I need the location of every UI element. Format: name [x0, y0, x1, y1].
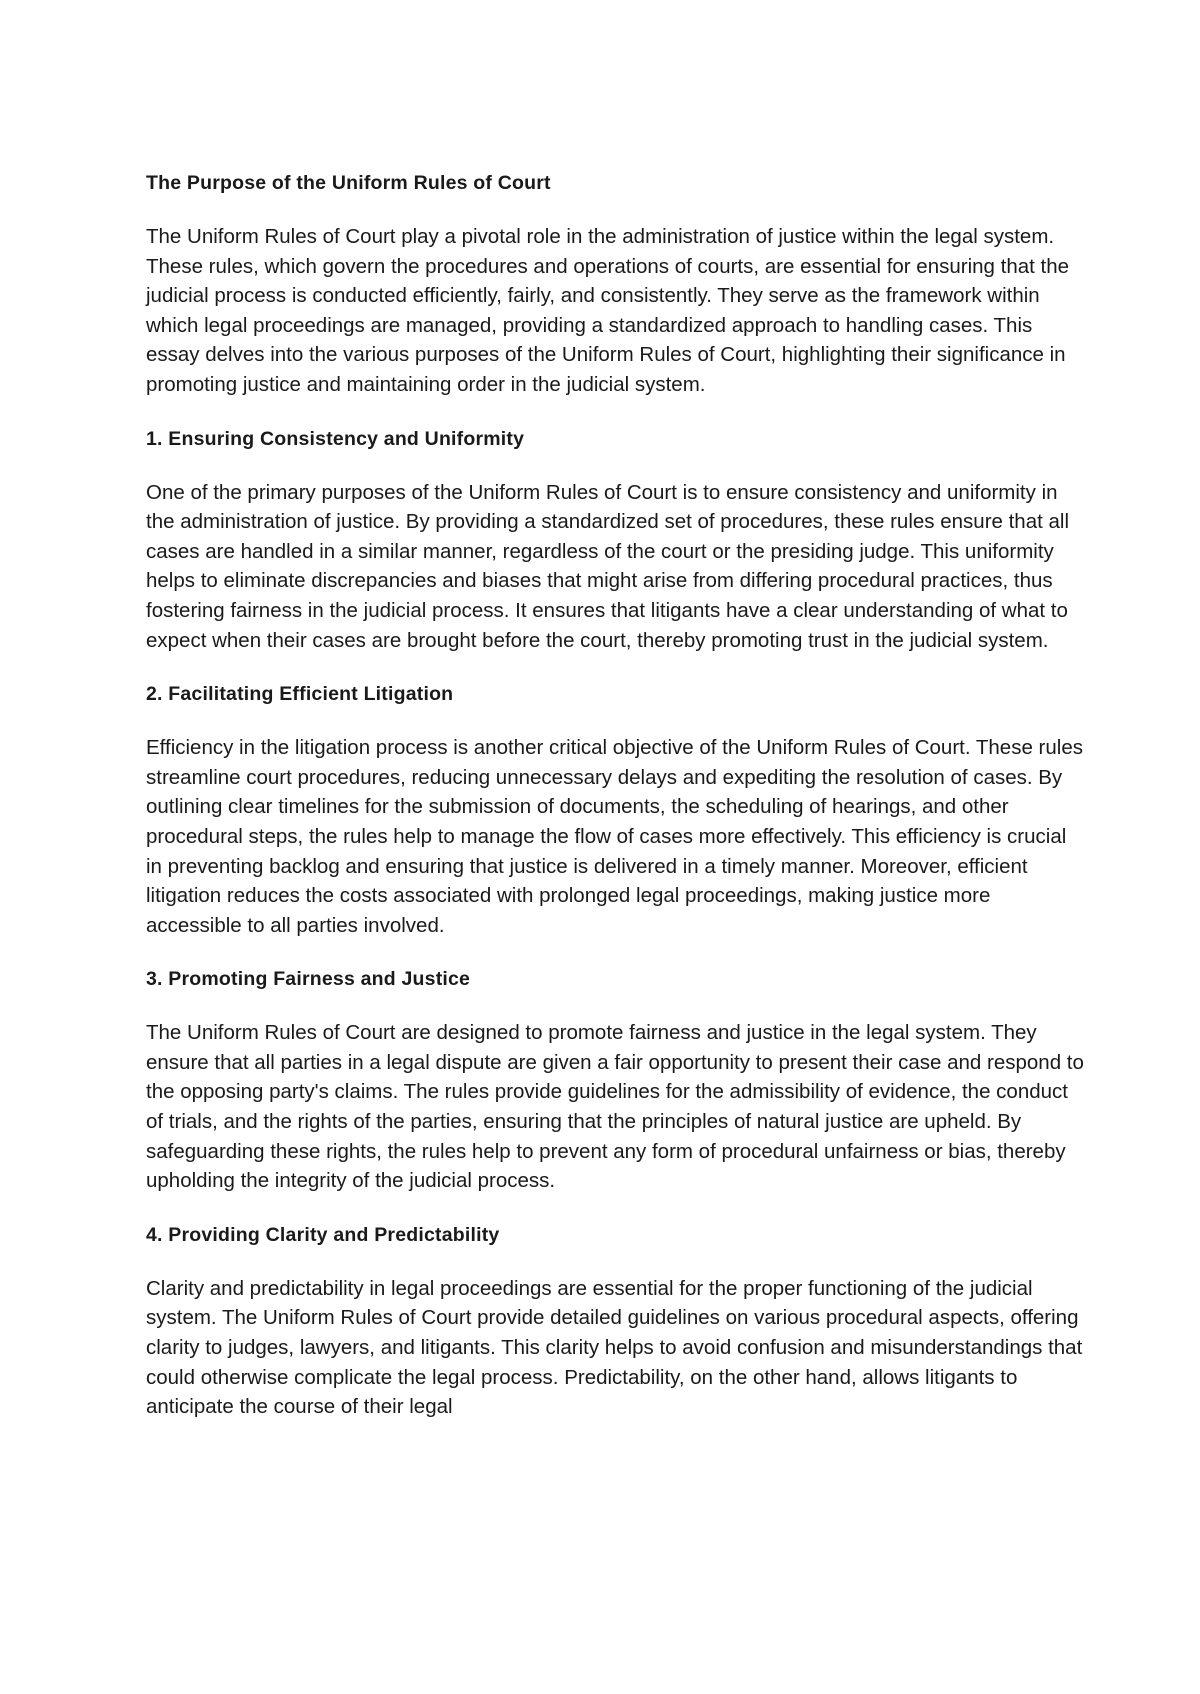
- intro-paragraph: The Uniform Rules of Court play a pivotal role in the administration of justice within the legal system. These rules, which govern the procedures and operations of courts, are essential for ensuring that the judicial process is conducted efficiently, fairly, and consistently. They serve as the framework within which legal proceedings are managed, providing a standardized approach to handling cases. This essay delves into the various purposes of the Uniform Rules of Court, highlighting their significance in promoting justice and maintaining order in the judicial system.: [146, 225, 1070, 396]
- section-body-efficiency: Efficiency in the litigation process is another critical objective of the Uniform Rules of Court. These rules streamline court procedures, reducing unnecessary delays and expediting the resolution of cases. By outlining clear timelines for the submission of documents, the scheduling of hearings, and other procedural steps, the rules help to manage the flow of cases more effectively. This efficiency is crucial in preventing backlog and ensuring that justice is delivered in a timely manner. Moreover, efficient litigation reduces the costs associated with prolonged legal proceedings, making justice more accessible to all parties involved.: [146, 736, 1083, 937]
- section-body-clarity: Clarity and predictability in legal proceedings are essential for the proper functioning of the judicial system. The Uniform Rules of Court provide detailed guidelines on various procedural aspects, offering clarity to judges, lawyers, and litigants. This clarity helps to avoid confusion and misunderstandings that could otherwise complicate the legal process. Predictability, on the other hand, allows litigants to anticipate the course of their legal: [146, 1276, 1083, 1419]
- section-body-fairness: The Uniform Rules of Court are designed to promote fairness and justice in the legal system. They ensure that all parties in a legal dispute are given a fair opportunity to present their case and respond to the opposing party's claims. The rules provide guidelines for the admissibility of evidence, the conduct of trials, and the rights of the parties, ensuring that the principles of natural justice are upheld. By safeguarding these rights, the rules help to prevent any form of procedural unfairness or bias, thereby upholding the integrity of the judicial process.: [146, 1021, 1084, 1193]
- section-heading-clarity: 4. Providing Clarity and Predictability: [146, 1223, 500, 1246]
- section-body-consistency: One of the primary purposes of the Uniform Rules of Court is to ensure consistency and uniformity in the administration of justice. By providing a standardized set of procedures, these rules ensure that all cases are handled in a similar manner, regardless of the court or the presiding judge. This uniformity helps to eliminate discrepancies and biases that might arise from differing procedural practices, thus fostering fairness in the judicial process. It ensures that litigants have a clear understanding of what to expect when their cases are brought before the court, thereby promoting trust in the judicial system.: [146, 480, 1070, 652]
- section-heading-efficiency: 2. Facilitating Efficient Litigation: [146, 683, 454, 706]
- section-heading-fairness: 3. Promoting Fairness and Justice: [146, 968, 471, 991]
- document-title: The Purpose of the Uniform Rules of Court: [146, 172, 551, 194]
- section-heading-consistency: 1. Ensuring Consistency and Uniformity: [146, 427, 525, 450]
- document-body: [146, 168, 1086, 1446]
